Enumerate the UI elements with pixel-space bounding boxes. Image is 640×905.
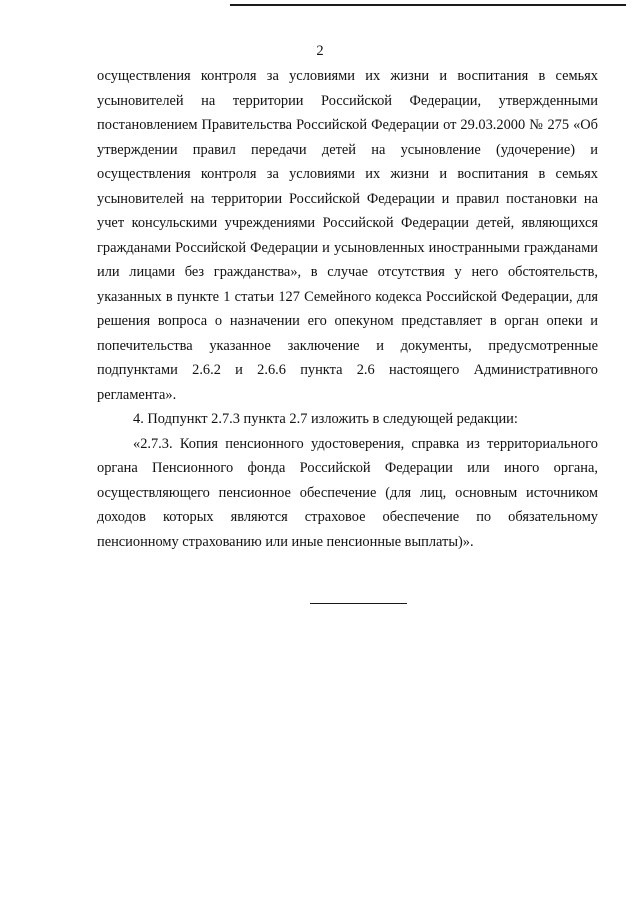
header-rule	[230, 4, 626, 6]
page-number: 2	[316, 43, 324, 59]
paragraph-quoted-2-7-3: «2.7.3. Копия пенсионного удостоверения, справка из территориального органа Пенсионного фонда Российской Федерации или иного органа, осуществляющего пенсионное обеспечение (для лиц, основным источником доходов которых являются страховое обеспечение по обязательному пенсионному страхованию или иные пенсионные выплаты)».	[97, 435, 598, 550]
paragraph-item-4: 4. Подпункт 2.7.3 пункта 2.7 изложить в следующей редакции:	[133, 411, 518, 427]
paragraph-continuation: осуществления контроля за условиями их жизни и воспитания в семьях усыновителей на территории Российской Федерации, утвержденными постановлением Правительства Российской Федерации от 29.03.2000 № 275 «Об утверждении правил передачи детей на усыновление (удочерение) и осуществления контроля за условиями их жизни и воспитания в семьях усыновителей на территории Российской Федерации и правил постановки на учет консульскими учреждениями Российской Федерации детей, являющихся гражданами Российской Федерации и усыновленных иностранными гражданами или лицами без гражданства», в случае отсутствия у него обстоятельств, указанных в пункте 1 статьи 127 Семейного кодекса Российской Федерации, для решения вопроса о назначении его опекуном представляет в орган опеки и попечительства указанное заключение и документы, предусмотренные подпунктами 2.6.2 и 2.6.6 пункта 2.6 настоящего Административного регламента».	[97, 68, 598, 403]
end-rule	[310, 603, 407, 604]
document-body	[97, 64, 598, 554]
